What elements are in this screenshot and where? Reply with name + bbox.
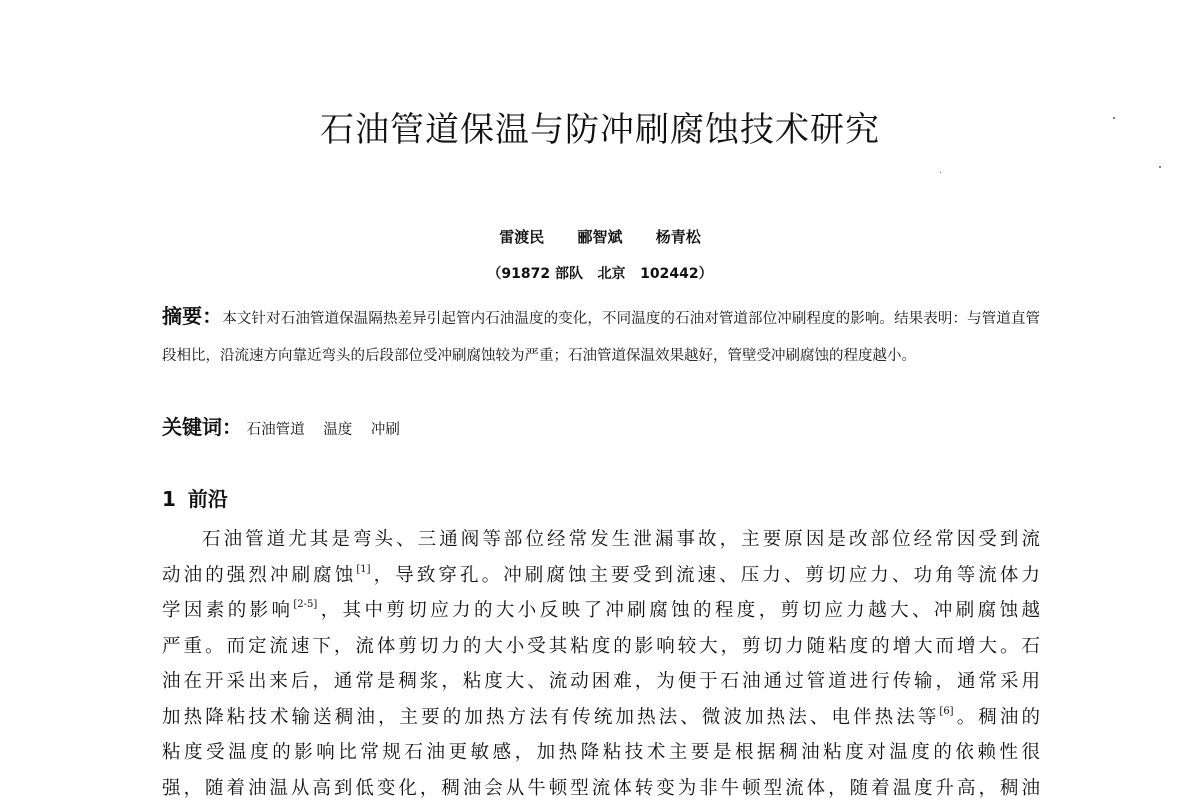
- keywords-label: 关键词：: [162, 415, 242, 439]
- keywords: [162, 409, 1040, 449]
- body-line: [162, 593, 1040, 629]
- body-line-text: 。稠油的: [953, 706, 1040, 728]
- author-name: 杨青松: [655, 228, 701, 246]
- citation: [1]: [356, 563, 371, 575]
- body-line: [162, 522, 1040, 558]
- body-line-text: 加热降粘技术输送稠油，主要的加热方法有传统加热法、微波加热法、电伴热法等: [162, 706, 940, 728]
- abstract-text: 本文针对石油管道保温隔热差异引起管内石油温度的变化，不同温度的石油对管道部位冲刷程度的影响。结果表明：与管道直管段相比，沿流速方向靠近弯头的后段部位受冲刷腐蚀较为严重；石油管道保温效果越好，管壁受冲刷腐蚀的程度越小。: [162, 311, 1040, 364]
- body-line-text: 动油的强烈冲刷腐蚀: [162, 564, 357, 586]
- body-line: [162, 700, 1040, 736]
- body-line: [162, 629, 1040, 665]
- body-line: [162, 558, 1040, 594]
- scan-speck: [1159, 166, 1161, 168]
- keyword: 石油管道: [246, 422, 305, 438]
- body-line-text: 粘度受温度的影响比常规石油更敏感，加热降粘技术主要是根据稠油粘度对温度的依赖性很: [162, 742, 1040, 763]
- body-line: [162, 771, 1040, 807]
- section-number: 1: [162, 487, 176, 511]
- scan-speck: [940, 172, 941, 173]
- section-heading: [162, 483, 228, 512]
- author-name: 雷渡民: [499, 228, 545, 246]
- body-line: [162, 735, 1040, 771]
- keyword: 温度: [323, 422, 353, 438]
- citation: [2-5]: [293, 599, 318, 610]
- abstract: [162, 298, 1040, 375]
- author-name: 郦智斌: [577, 228, 623, 246]
- body-line-text: 油在开采出来后，通常是稠浆，粘度大、流动困难，为便于石油通过管道进行传输，通常采用: [162, 671, 1040, 692]
- paper-title: 石油管道保温与防冲刷腐蚀技术研究: [320, 110, 880, 150]
- scan-speck: [1113, 117, 1115, 119]
- body-line: [162, 664, 1040, 700]
- body-line-text: 石油管道尤其是弯头、三通阀等部位经常发生泄漏事故，主要原因是改部位经常因受到流: [202, 529, 1040, 550]
- body-line-text: 强，随着油温从高到低变化，稠油会从牛顿型流体转变为非牛顿型流体，随着温度升高，稠油: [162, 777, 1040, 799]
- section-title: 前沿: [187, 487, 228, 511]
- body-text: [162, 522, 1040, 806]
- body-line-text: ，导致穿孔。冲刷腐蚀主要受到流速、压力、剪切应力、功角等流体力: [370, 564, 1040, 586]
- affiliation: （91872 部队 北京 102442）: [487, 266, 713, 282]
- body-line-text: ，其中剪切应力的大小反映了冲刷腐蚀的程度，剪切应力越大、冲刷腐蚀越: [317, 600, 1040, 621]
- citation: [6]: [939, 705, 954, 717]
- abstract-label: 摘要：: [162, 304, 223, 328]
- body-line-text: 严重。而定流速下，流体剪切力的大小受其粘度的影响较大，剪切力随粘度的增大而增大。石: [162, 635, 1040, 657]
- author-list: [0, 226, 1200, 247]
- keyword: 冲刷: [370, 422, 400, 438]
- body-line-text: 学因素的影响: [162, 600, 294, 621]
